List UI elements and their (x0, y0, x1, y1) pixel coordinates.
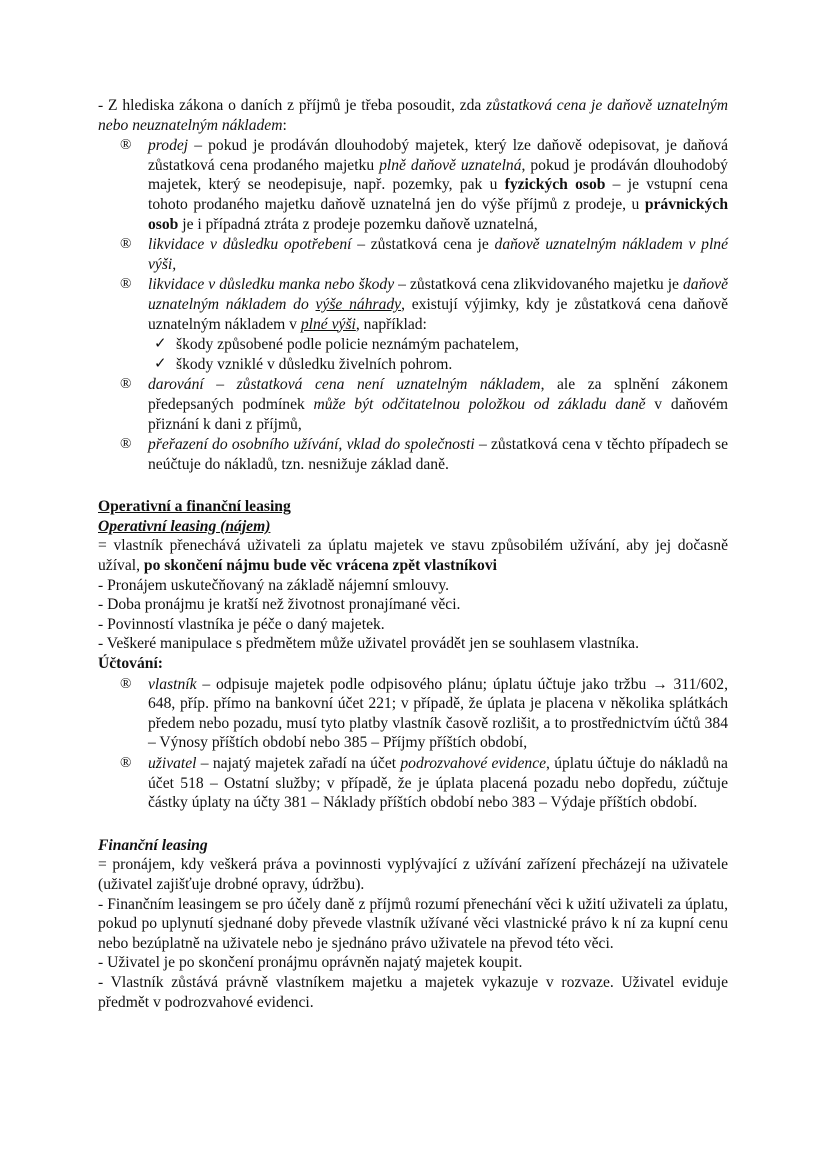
bullet-prodej (98, 136, 728, 234)
bullet-prerazeni (98, 435, 728, 474)
operative-line: - Pronájem uskutečňovaný na základě nájemní smlouvy. (98, 576, 450, 594)
checkmark-icon: ✓ (154, 336, 167, 353)
bullet-emphasis: daňově uznatelným nákladem do (148, 276, 728, 313)
registered-bullet-icon: ® (120, 236, 132, 253)
financial-line: - Finančním leasingem se pro účely daně z příjmů rozumí přenechání věci k užití uživateli za úplatu, pokud po uplynutí sjednané doby převede vlastník užívané věci vlastnické právo k ní za kupní cenu nebo bezúplatně na uživatele nebo je sjednáno právo uživatele na převod této věci. (98, 895, 728, 952)
intro-colon: : (282, 116, 287, 134)
bullet-emphasis: plně daňově uznatelná (379, 156, 522, 174)
bullet-uzivatel (98, 754, 728, 813)
operative-line: - Doba pronájmu je kratší než životnost pronajímané věci. (98, 596, 461, 614)
bullet-term: uživatel (148, 755, 197, 772)
bullet-text: – je vstupní cena tohoto prodaného majetku daňově uznatelná jen do výše příjmů z prodeje, u (148, 176, 728, 213)
bullet-text: v daňovém přiznání k dani z příjmů, (148, 395, 728, 433)
bullet-likvidace-manko (98, 275, 728, 334)
bullet-text: – zůstatková cena je (351, 236, 495, 254)
bullet-text: , například: (355, 315, 427, 333)
bullet-text: – pokud je prodáván dlouhodobý majetek, který lze daňově odepisovat, je daňová zůstatková cena prodaného majetku (148, 137, 728, 174)
bullet-vlastnik (98, 675, 728, 753)
definition-bold: po skončení nájmu bude věc vrácena zpět vlastníkovi (143, 557, 497, 575)
registered-bullet-icon: ® (120, 675, 132, 692)
bullet-emphasis: podrozvahové evidence (400, 755, 547, 772)
check-item (98, 335, 728, 355)
financial-line: - Vlastník zůstává právně vlastníkem majetku a majetek vykazuje v rozvaze. Uživatel eviduje předmět v podrozvahové evidenci. (98, 973, 728, 1011)
check-text: škody vzniklé v důsledku živelních pohrom. (176, 355, 453, 373)
section-title: Operativní a finanční leasing (98, 498, 291, 516)
bullet-likvidace-opotrebeni (98, 235, 728, 274)
bullet-term: darování – zůstatková cena není uznatelným nákladem (148, 376, 541, 394)
registered-bullet-icon: ® (120, 376, 132, 393)
check-text: škody způsobené podle policie neznámým pachatelem, (176, 336, 519, 354)
bullet-text: – zůstatková cena v těchto případech se neúčtuje do nákladů, tzn. nesnižuje základ daně. (148, 436, 728, 473)
checkmark-icon: ✓ (154, 355, 167, 372)
bullet-term: likvidace v důsledku opotřebení (148, 236, 352, 254)
bullet-emphasis: daňově uznatelným nákladem v plné výši, (148, 236, 728, 273)
bullet-text: je i případná ztráta z prodeje pozemku daňově uznatelná, (178, 215, 538, 233)
financial-definition: = pronájem, kdy veškerá práva a povinnosti vyplývající z užívání zařízení přecházejí na uživatele (uživatel zajišťuje drobné opravy, údržbu). (98, 856, 728, 893)
bullet-darovani (98, 375, 728, 434)
financial-line: - Uživatel je po skončení pronájmu oprávněn najatý majetek koupit. (98, 954, 523, 972)
bullet-term: prodej (148, 137, 189, 155)
bullet-text: – najatý majetek zařadí na účet (196, 755, 401, 772)
intro-paragraph (98, 96, 728, 135)
registered-bullet-icon: ® (120, 436, 132, 453)
bullet-text: – zůstatková cena zlikvidovaného majetku je (394, 276, 683, 294)
uctovani-title: Účtování: (98, 655, 163, 673)
operative-line: - Veškeré manipulace s předmětem může uživatel provádět jen se souhlasem vlastníka. (98, 635, 639, 653)
bullet-text: , pokud je prodáván dlouhodobý majetek, který se neodepisuje, např. pozemky, pak u (148, 156, 728, 194)
registered-bullet-icon: ® (120, 137, 132, 154)
definition-text: = vlastník přenechává uživateli za úplatu majetek ve stavu způsobilém užívání, aby jej dočasně užíval, (98, 537, 728, 575)
bullet-term: likvidace v důsledku manka nebo škody (148, 276, 395, 294)
check-item (98, 355, 728, 375)
registered-bullet-icon: ® (120, 755, 132, 771)
bullet-text: , úplatu účtuje do nákladů na účet 518 – Ostatní služby; v případě, že je úplata placená pozadu nebo dopředu, zúčtuje částky úplaty na účty 381 – Náklady příštích období nebo 383 – Výdaje příštích období. (148, 755, 728, 812)
bullet-term: vlastník (148, 675, 197, 693)
bullet-emphasis: může být odčitatelnou položkou od základu daně (313, 395, 646, 413)
operative-line: - Povinností vlastníka je péče o daný majetek. (98, 615, 385, 633)
bullet-underlined: plné výši (300, 315, 356, 333)
financial-leasing-title: Finanční leasing (98, 836, 208, 854)
bullet-term: přeřazení do osobního užívání, vklad do společnosti (148, 436, 475, 454)
registered-bullet-icon: ® (120, 276, 132, 293)
intro-text: - Z hlediska zákona o daních z příjmů je třeba posoudit, zda (98, 97, 487, 114)
bullet-text: , ale za splnění zákonem předepsaných podmínek (148, 376, 728, 413)
bullet-underlined: výše náhrady (315, 295, 402, 313)
operative-definition (98, 536, 728, 575)
bullet-text: , existují výjimky, kdy je zůstatková cena daňově uznatelným nákladem v (148, 295, 728, 333)
intro-emphasis: zůstatková cena je daňově uznatelným nebo neuznatelným nákladem (98, 97, 728, 134)
operative-leasing-title: Operativní leasing (nájem) (98, 517, 271, 535)
bullet-bold: fyzických osob (504, 176, 606, 194)
bullet-bold: právnických osob (148, 195, 728, 233)
bullet-text: – odpisuje majetek podle odpisového plánu; úplatu účtuje jako tržbu → 311/602, 648, příp. přímo na bankovní účet 221; v případě, že úplata je placena v několika splátkách předem nebo pozadu, musí tyto platby vlastník časově rozlišit, a to prostřednictvím účtů 384 – Výnosy příštích období nebo 385 – Příjmy příštích období, (148, 675, 728, 752)
